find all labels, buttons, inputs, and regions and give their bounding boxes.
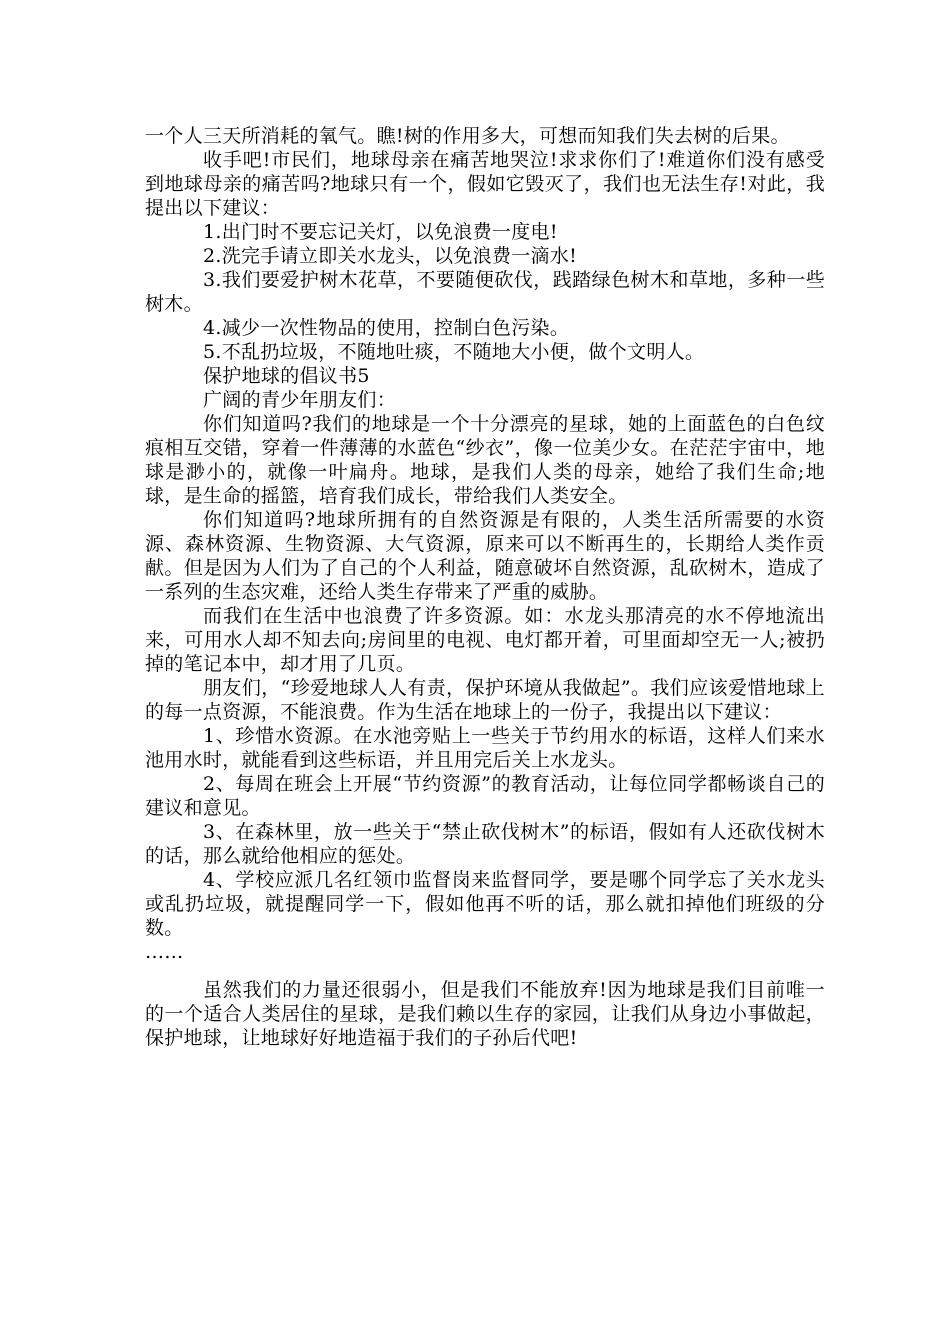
paragraph-waste: 而我们在生活中也浪费了许多资源。如：水龙头那清亮的水不停地流出来，可用水人却不知去向;房间里的电视、电灯都开着，可里面却空无一人;被扔掉的笔记本中，却才用了几页。 (145, 605, 825, 675)
document-body (145, 124, 825, 1050)
ellipsis: …… (145, 941, 184, 963)
paragraph-resources: 你们知道吗?地球所拥有的自然资源是有限的，人类生活所需要的水资源、森林资源、生物资源、大气资源，原来可以不断再生的，长期给人类作贡献。但是因为人们为了自己的个人利益，随意破坏自然资源，乱砍树木，造成了一系列的生态灾难，还给人类生存带来了严重的威胁。 (145, 509, 825, 603)
proposal-2: 2、每周在班会上开展“节约资源”的教育活动，让每位同学都畅谈自己的建议和意见。 (145, 773, 825, 819)
suggestion-5: 5.不乱扔垃圾，不随地吐痰，不随地大小便，做个文明人。 (203, 341, 705, 363)
closing-paragraph: 虽然我们的力量还很弱小，但是我们不能放弃!因为地球是我们目前唯一的一个适合人类居住的星球，是我们赖以生存的家园，让我们从身边小事做起，保护地球，让地球好好地造福于我们的子孙后代吧! (145, 979, 825, 1049)
suggestion-1: 1.出门时不要忘记关灯，以免浪费一度电! (203, 221, 558, 243)
paragraph-earth-beauty: 你们知道吗?我们的地球是一个十分漂亮的星球，她的上面蓝色的白色纹痕相互交错，穿着一件薄薄的水蓝色“纱衣”，像一位美少女。在茫茫宇宙中，地球是渺小的，就像一叶扁舟。地球，是我们人类的母亲，她给了我们生命;地球，是生命的摇篮，培育我们成长，带给我们人类安全。 (145, 413, 825, 507)
suggestion-3: 3.我们要爱护树木花草，不要随便砍伐，践踏绿色树木和草地，多种一些树木。 (145, 269, 825, 315)
section-title: 保护地球的倡议书5 (203, 365, 370, 387)
paragraph-friends: 朋友们，“珍爱地球人人有责，保护环境从我做起”。我们应该爱惜地球上的每一点资源，不能浪费。作为生活在地球上的一份子，我提出以下建议： (145, 677, 825, 723)
paragraph-1: 一个人三天所消耗的氧气。瞧!树的作用多大，可想而知我们失去树的后果。 (145, 125, 790, 147)
paragraph-2: 收手吧!市民们，地球母亲在痛苦地哭泣!求求你们了!难道你们没有感受到地球母亲的痛苦吗?地球只有一个，假如它毁灭了，我们也无法生存!对此，我提出以下建议： (145, 149, 825, 219)
salutation: 广阔的青少年朋友们： (203, 389, 397, 411)
suggestion-2: 2.洗完手请立即关水龙头，以免浪费一滴水! (203, 245, 578, 267)
proposal-1: 1、珍惜水资源。在水池旁贴上一些关于节约用水的标语，这样人们来水池用水时，就能看到这些标语，并且用完后关上水龙头。 (145, 725, 825, 771)
suggestion-4: 4.减少一次性物品的使用，控制白色污染。 (203, 317, 570, 339)
proposal-3: 3、在森林里，放一些关于“禁止砍伐树木”的标语，假如有人还砍伐树木的话，那么就给他相应的惩处。 (145, 821, 825, 867)
proposal-4: 4、学校应派几名红领巾监督岗来监督同学，要是哪个同学忘了关水龙头或乱扔垃圾，就提醒同学一下，假如他再不听的话，那么就扣掉他们班级的分数。 (145, 869, 825, 939)
